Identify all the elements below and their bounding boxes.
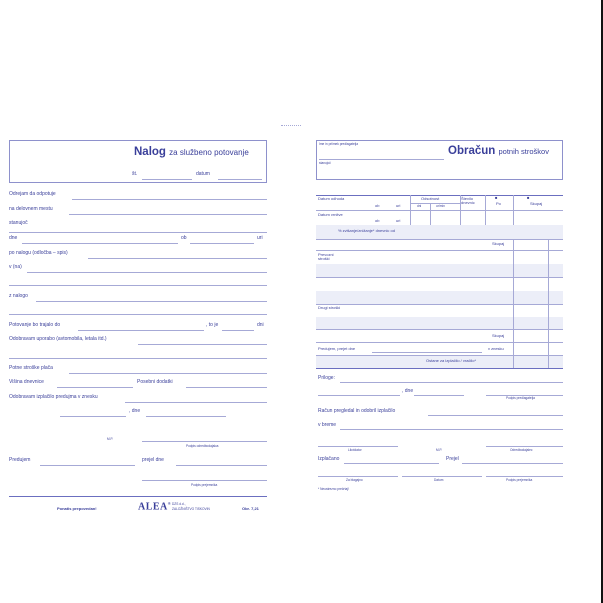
podpis-predlagatelja-label: Podpis predlagatelja — [506, 396, 535, 400]
page-divider-dots — [281, 125, 301, 126]
potne-stroske-line[interactable] — [69, 373, 267, 374]
ob-label: ob — [181, 235, 187, 241]
odhod-uri-label: uri — [396, 203, 401, 208]
ime-label: Ime in priimek predlagatelja — [319, 142, 358, 146]
z-nalogo-line[interactable] — [36, 301, 267, 302]
row7-line — [316, 329, 563, 330]
po-marker-icon: ■ — [495, 195, 498, 200]
priloge-dne-line[interactable] — [414, 395, 464, 396]
odobravam-label: Odobravam uporabo (avtomobila, letala itd.) — [9, 336, 107, 342]
izplacano-line[interactable] — [344, 463, 439, 464]
predujem-label: Predujem — [9, 457, 31, 463]
mp-label-left: M.P. — [107, 437, 114, 441]
potne-stroske-label: Potne stroške plača — [9, 365, 53, 371]
company-name-1: DZS d.d., — [172, 502, 186, 506]
datum-line-right[interactable] — [402, 476, 482, 477]
podpis-prej-label: Podpis prejemnika — [191, 483, 218, 487]
priloge-line[interactable] — [340, 382, 563, 383]
prevozni-row-bg-2 — [316, 291, 563, 304]
po-nalogu-line[interactable] — [88, 258, 267, 259]
datum-odhoda-label: Datum odhoda — [318, 196, 345, 201]
racun-line[interactable] — [428, 415, 563, 416]
ime-line[interactable] — [319, 159, 444, 160]
ponatis-label: Ponatis prepovedan! — [57, 506, 97, 511]
ostane-label: Ostane za izplačilo / vračilo* — [426, 358, 477, 363]
neustrezno-note: * Neustrezno prečrtaj! — [318, 487, 349, 491]
col-po — [485, 195, 486, 225]
za-blagajno-line[interactable] — [318, 476, 398, 477]
vrnitev-ob-label: ob — [375, 218, 380, 223]
alea-logo: ALEA® — [138, 501, 172, 513]
odobravam-line[interactable] — [138, 344, 267, 345]
v-znesku-label: v znesku — [488, 346, 504, 351]
prevozni-row-bg-1 — [316, 264, 563, 277]
nalog-st-label: št. — [132, 171, 138, 177]
uri-label: uri — [257, 235, 263, 241]
row3-line — [316, 239, 563, 240]
odhod-ob-label: ob — [375, 203, 380, 208]
po-label: Po — [496, 201, 501, 206]
likvidator-label: Likvidator — [348, 448, 362, 452]
table-bottom-line — [316, 368, 563, 369]
z-nalogo-label: z nalogo — [9, 293, 28, 299]
col-urmin — [430, 203, 431, 225]
nalog-st-line[interactable] — [142, 179, 192, 180]
izplacilo-dne-label: , dne — [129, 408, 141, 414]
prejel-label-right: Prejel — [446, 456, 459, 462]
posebni-dodatki-label: Posebni dodatki — [137, 379, 173, 385]
skupaj-label-2: Skupaj — [492, 333, 505, 338]
to-je-label: , to je — [206, 322, 219, 328]
drugi-row-bg — [316, 317, 563, 329]
col-skupaj — [513, 195, 514, 225]
prejel-dne-line[interactable] — [176, 465, 267, 466]
likvidator-line[interactable] — [318, 446, 398, 447]
dni-label: dni — [257, 322, 264, 328]
row6-line — [316, 304, 563, 305]
odrejam-line[interactable] — [72, 199, 267, 200]
table-top-line — [316, 195, 563, 196]
row8-line — [316, 342, 563, 343]
v-na-line-2[interactable] — [9, 285, 267, 286]
izplacilo-label: Odobravam izplačilo predujma v znesku — [9, 394, 98, 400]
v-na-line[interactable] — [27, 272, 267, 273]
podpis-odredb-line[interactable] — [142, 441, 267, 442]
to-je-line[interactable] — [222, 330, 254, 331]
podpis-prej-label-right: Podpis prejemnika — [506, 478, 533, 482]
datum-label-right: Datum — [434, 478, 444, 482]
izplacilo-line[interactable] — [125, 402, 267, 403]
predujem-prejet-label: Predujem, prejet dne — [318, 346, 356, 351]
skupaj-label-1: Skupaj — [492, 241, 505, 246]
delovno-mesto-label: na delovnem mestu — [9, 206, 53, 212]
priloge-label: Priloge: — [318, 375, 335, 381]
odsotnost-dni-label: dni — [417, 204, 422, 208]
racun-label: Račun pregledal in odobril izplačilo — [318, 408, 396, 414]
obr-number: Obr. 7,21 — [242, 506, 259, 511]
stevilo-dnevnic-label: Število dnevnic — [461, 196, 475, 206]
stanujoc-label-right: stanujoč — [319, 161, 331, 165]
odsotnost-split — [410, 203, 460, 204]
nalog-datum-label: datum — [196, 171, 210, 177]
nalog-title: Nalog za službeno potovanje — [134, 146, 249, 158]
datum-vrnitve-label: Datum vrnitve — [318, 212, 343, 217]
izplacilo-dne-line[interactable] — [146, 416, 226, 417]
mp-label-right: M.P. — [436, 448, 443, 452]
v-na-label: v (na) — [9, 264, 22, 270]
posebni-line[interactable] — [186, 387, 267, 388]
company-name-2: ZALOŽNIŠTVO TISKOVIN — [172, 507, 210, 511]
row5-line — [316, 277, 563, 278]
zvisanje-label: % zvišanje/znižanje* dnevnic od — [338, 228, 395, 233]
predujem-line[interactable] — [40, 465, 135, 466]
potovanje-line[interactable] — [78, 330, 204, 331]
izplacilo-kraj-line[interactable] — [60, 416, 126, 417]
za-blagajno-label: Za blagajno — [346, 478, 363, 482]
prejel-dne-label: prejel dne — [142, 457, 164, 463]
nalog-datum-line[interactable] — [218, 179, 262, 180]
v-breme-line[interactable] — [340, 429, 563, 430]
z-nalogo-line-2[interactable] — [9, 314, 267, 315]
drugi-stroski-label: Drugi stroški — [318, 305, 341, 310]
odsotnost-urmin-label: ur/min — [436, 204, 445, 208]
nalog-footer-divider — [9, 496, 267, 497]
row9-line — [316, 355, 563, 356]
odredbodajalec-label: Odredbodajalec — [510, 448, 533, 452]
vrnitev-uri-label: uri — [396, 218, 401, 223]
v-breme-label: v breme — [318, 422, 337, 428]
podpis-prej-line[interactable] — [142, 480, 267, 481]
stanujoc-label: stanujoč — [9, 220, 28, 226]
ob-line[interactable] — [190, 243, 254, 244]
row1-line — [316, 210, 563, 211]
visina-dnevnice-label: Višina dnevnice — [9, 379, 44, 385]
stanujoc-line[interactable] — [9, 232, 267, 233]
po-nalogu-label: po nalogu (odločba – spis) — [9, 250, 68, 256]
col-odsotnost — [410, 195, 411, 225]
col-stevilo — [460, 195, 461, 225]
prejel-line-right[interactable] — [462, 463, 563, 464]
potovanje-label: Potovanje bo trajalo do — [9, 322, 61, 328]
odrejam-label: Odrejam da odpotuje — [9, 191, 56, 197]
col-amount-left — [513, 239, 514, 368]
visina-line[interactable] — [57, 387, 133, 388]
izplacano-label: Izplačano — [318, 456, 340, 462]
obracun-title: Obračun potnih stroškov — [448, 145, 549, 157]
delovno-mesto-line[interactable] — [69, 214, 267, 215]
podpis-odredb-label: Podpis odredbodajalca — [186, 444, 219, 448]
odredbodajalec-line[interactable] — [486, 446, 563, 447]
dne-label: dne — [9, 235, 18, 241]
skupaj-marker-icon: ■ — [527, 195, 530, 200]
predujem-line-right[interactable] — [372, 352, 482, 353]
dne-line[interactable] — [22, 243, 178, 244]
odobravam-line-2[interactable] — [9, 358, 267, 359]
dne-label-right: , dne — [402, 388, 414, 394]
odsotnost-label: Odsotnost — [421, 196, 440, 201]
podpis-prej-line-right[interactable] — [486, 476, 563, 477]
priloge-kraj-line[interactable] — [318, 395, 400, 396]
row4-line — [316, 250, 563, 251]
skupaj-header-label: Skupaj — [530, 201, 543, 206]
col-amount-right — [548, 239, 549, 368]
prevozni-stroski-label: Prevozni stroški — [318, 252, 334, 262]
